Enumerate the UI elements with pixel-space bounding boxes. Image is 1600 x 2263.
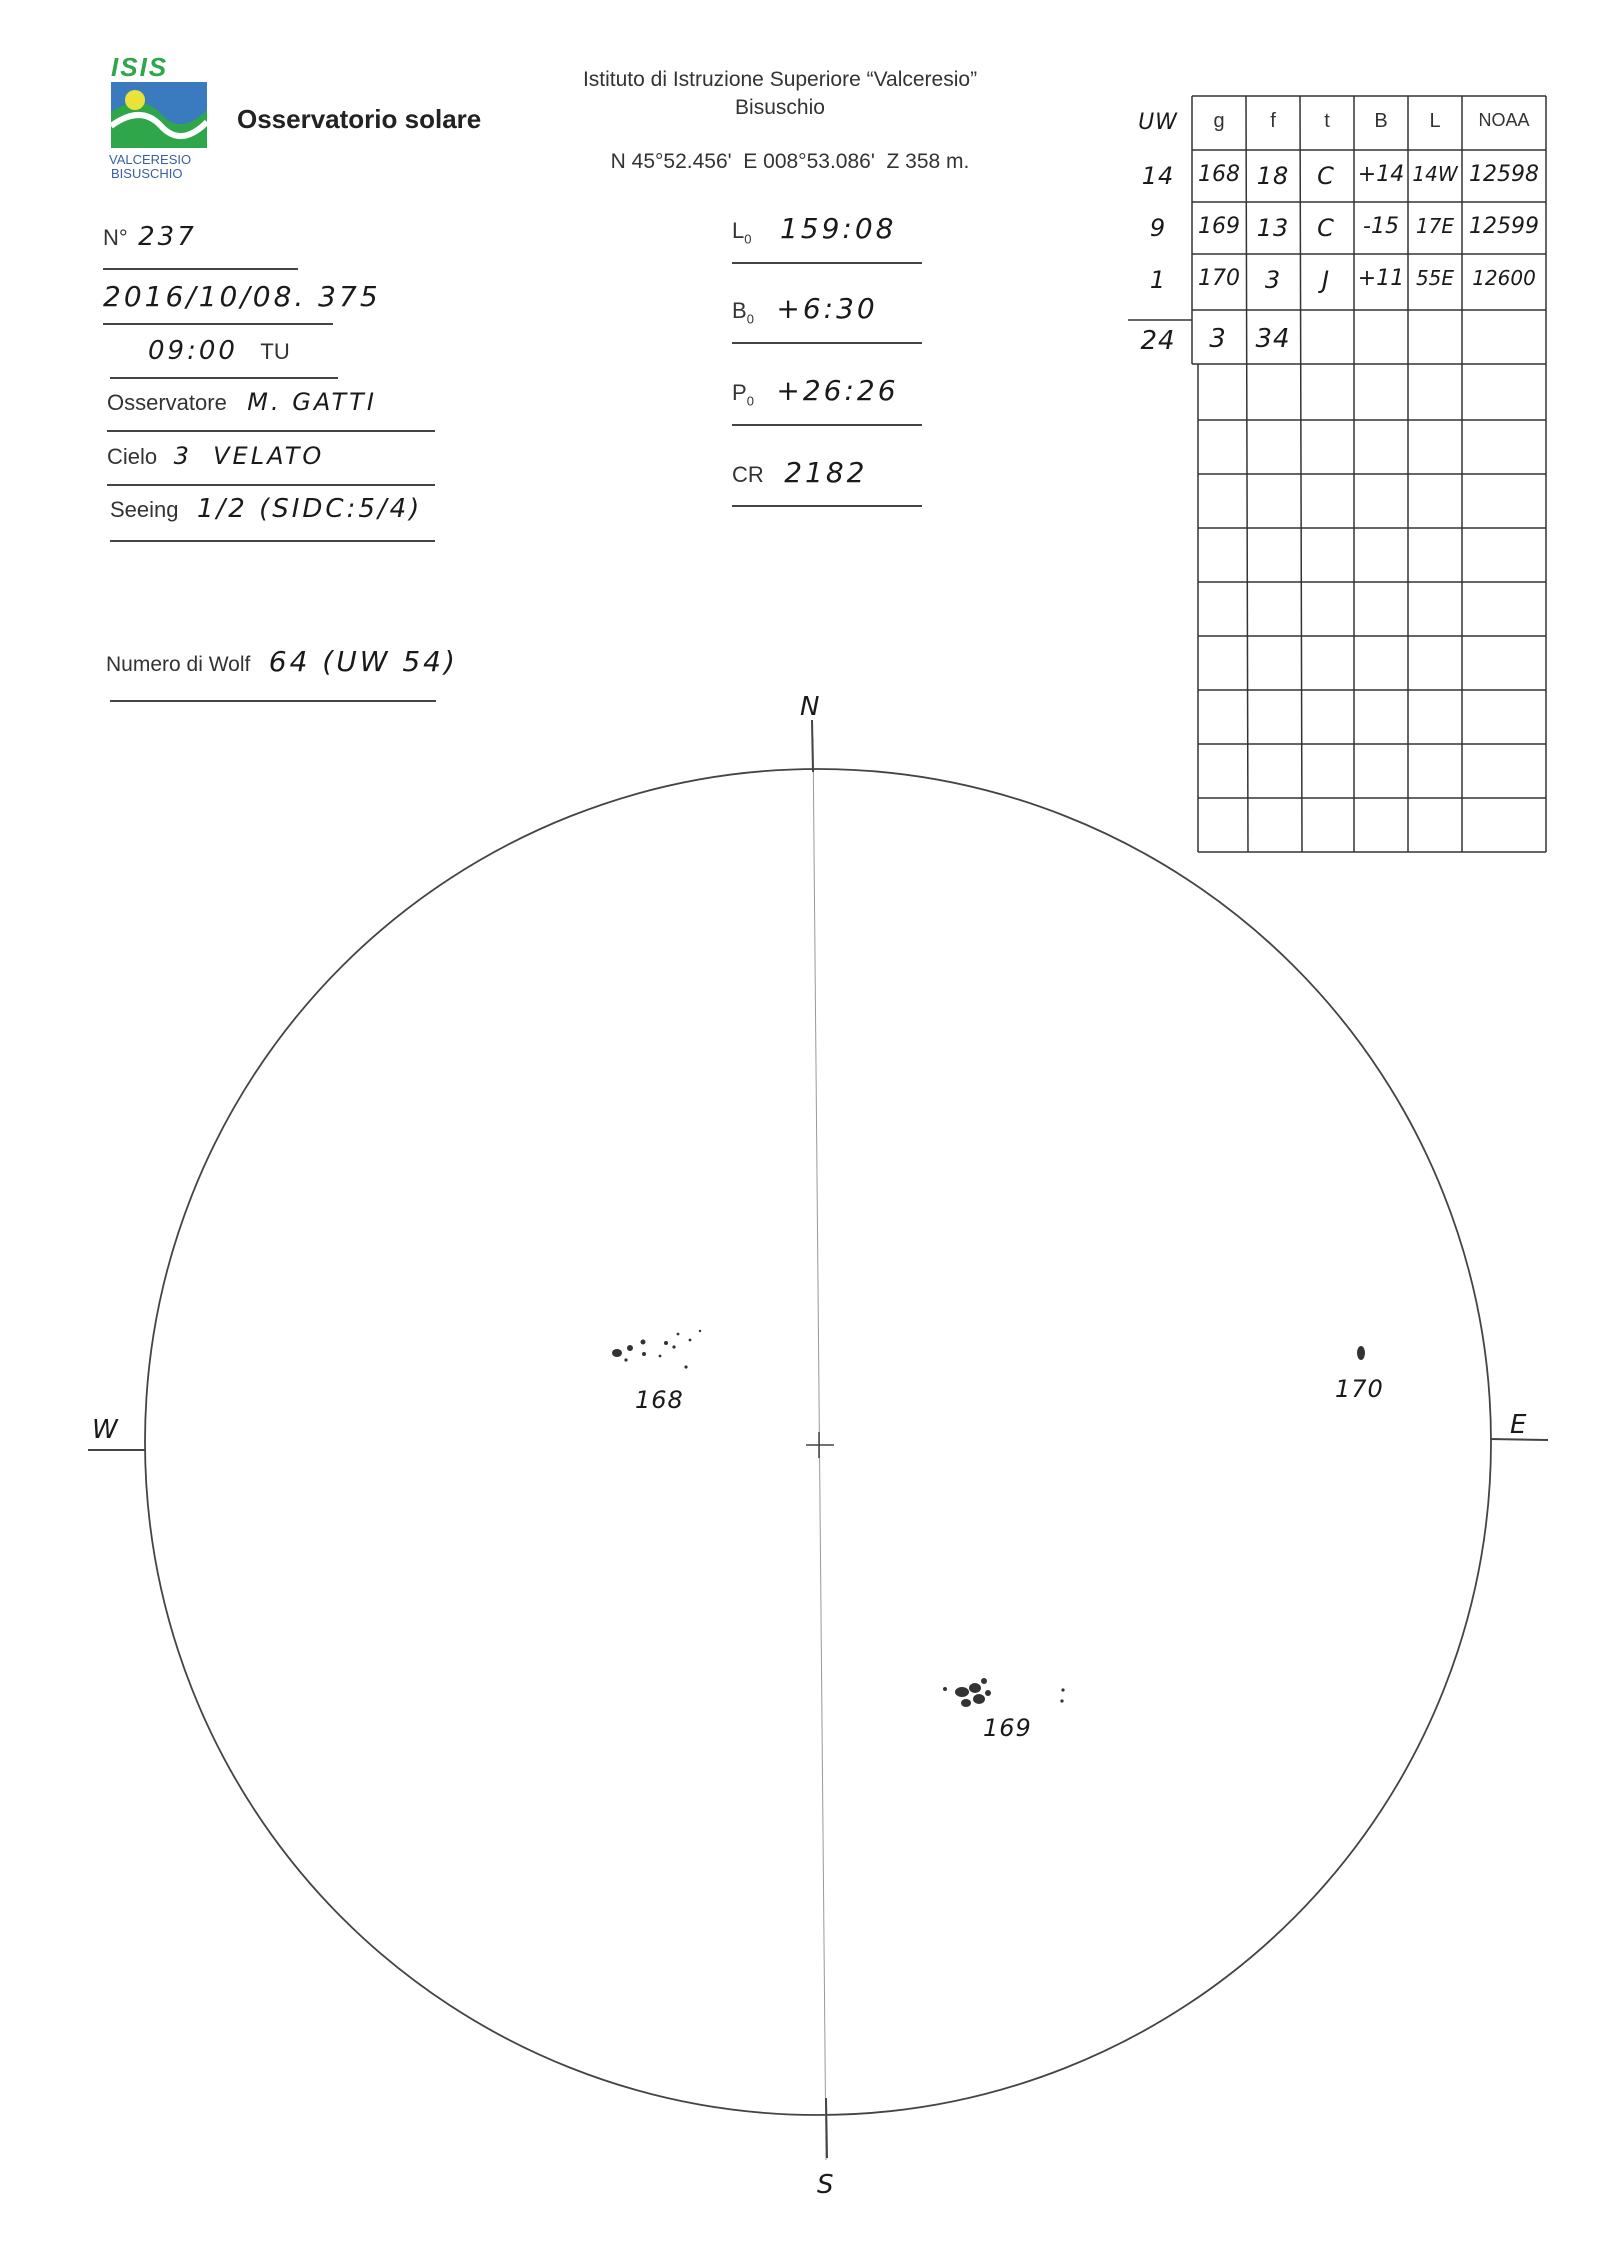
logo-letters: ISIS	[111, 52, 169, 82]
observer-underline	[107, 430, 435, 432]
solar-disk	[145, 769, 1491, 2115]
b0-value: +6:30	[776, 292, 878, 325]
p0-underline	[732, 424, 922, 426]
table-cell: C	[1317, 162, 1337, 190]
l0-underline	[732, 262, 922, 264]
l0-value: 159:08	[779, 212, 897, 245]
field-time	[148, 336, 290, 366]
field-sky	[107, 442, 324, 470]
seeing-value: 1/2 (SIDC:5/4)	[196, 494, 423, 524]
time-underline	[110, 377, 338, 379]
north-label: N	[800, 692, 820, 722]
table-cell: 17E	[1415, 214, 1455, 238]
sky-underline	[107, 484, 435, 486]
wolf-label: Numero di Wolf	[106, 653, 251, 676]
sunspot-group-168	[612, 1330, 701, 1369]
seeing-underline	[110, 540, 435, 542]
table-cell: 14W	[1412, 162, 1458, 186]
table-cell: 12598	[1469, 162, 1539, 187]
cr-underline	[732, 505, 922, 507]
table-cell: 170	[1198, 266, 1240, 291]
seeing-label: Seeing	[110, 497, 179, 522]
table-cell: +11	[1357, 266, 1405, 291]
field-observer	[107, 388, 377, 416]
table-cell: 168	[1198, 162, 1240, 187]
group-label-169: 169	[983, 1714, 1032, 1742]
table-row-uw: 1	[1149, 266, 1167, 294]
table-cell: 18	[1256, 162, 1290, 190]
logo-emblem-icon	[111, 82, 207, 148]
b0-label: $B_0$	[732, 298, 754, 327]
time-unit: TU	[260, 339, 290, 364]
table-header-f: f	[1270, 110, 1276, 132]
table-cell: J	[1321, 266, 1333, 294]
page-title: Osservatorio solare	[237, 104, 482, 134]
table-header-t: t	[1324, 110, 1330, 132]
date-underline	[103, 323, 333, 325]
sunspot-group-169	[943, 1678, 1065, 1707]
solar-disk-drawing	[0, 680, 1600, 2240]
time-value: 09:00	[148, 336, 238, 366]
north-tick	[812, 720, 813, 772]
b0-underline	[732, 342, 922, 344]
observer-label: Osservatore	[107, 390, 227, 415]
table-cell: 13	[1256, 214, 1290, 242]
date-value: 2016/10/08. 375	[103, 280, 381, 313]
field-seeing	[110, 494, 422, 524]
table-cell: -15	[1363, 214, 1399, 239]
table-row-uw: 9	[1149, 214, 1167, 242]
group-label-168: 168	[635, 1386, 684, 1414]
observatory-coords: N 45°52.456' E 008°53.086' Z 358 m.	[610, 150, 970, 173]
south-tick	[826, 2098, 827, 2158]
total-uw: 24	[1140, 326, 1176, 356]
observer-value: M. GATTI	[247, 388, 377, 416]
p0-value: +26:26	[776, 374, 899, 407]
field-b0	[732, 292, 878, 326]
sunspot-group-170	[1357, 1346, 1365, 1360]
logo-caption-2: BISUSCHIO	[111, 166, 183, 181]
number-label: N°	[103, 225, 128, 250]
table-header-b: B	[1374, 110, 1388, 132]
table-cell: 55E	[1415, 266, 1455, 290]
institute-town: Bisuschio	[735, 96, 825, 119]
field-cr	[732, 456, 868, 489]
institute-name: Istituto di Istruzione Superiore “Valceresio”	[582, 68, 978, 91]
table-cell: +14	[1357, 162, 1405, 187]
west-label: W	[92, 1415, 118, 1445]
east-label: E	[1510, 1410, 1527, 1440]
cr-value: 2182	[784, 456, 868, 489]
field-number	[103, 222, 197, 252]
field-p0	[732, 374, 899, 408]
wolf-value: 64 (UW 54)	[268, 645, 458, 678]
table-cell: 169	[1198, 214, 1240, 239]
total-spots: 34	[1255, 324, 1291, 354]
table-cell: C	[1317, 214, 1337, 242]
table-header-l: L	[1429, 110, 1441, 132]
south-label: S	[817, 2170, 834, 2200]
field-l0	[732, 212, 896, 246]
table-header-uw: UW	[1138, 110, 1178, 135]
logo	[105, 52, 215, 182]
field-wolf	[106, 645, 458, 678]
table-header-noaa: NOAA	[1478, 110, 1530, 130]
sky-value: 3 VELATO	[173, 442, 325, 470]
cr-label: CR	[732, 462, 764, 487]
sky-label: Cielo	[107, 444, 158, 469]
table-cell: 12599	[1469, 214, 1539, 239]
group-label-170: 170	[1335, 1375, 1384, 1403]
number-value: 237	[138, 222, 197, 252]
number-underline	[103, 268, 298, 270]
table-header-g: g	[1213, 110, 1225, 132]
logo-caption-1: VALCERESIO	[109, 152, 192, 167]
total-groups: 3	[1209, 324, 1229, 354]
table-cell: 12600	[1472, 266, 1536, 290]
table-cell: 3	[1264, 266, 1282, 294]
p0-label: $P_0$	[732, 380, 754, 409]
table-row-uw: 14	[1141, 162, 1175, 190]
l0-label: $L_0$	[732, 218, 752, 247]
